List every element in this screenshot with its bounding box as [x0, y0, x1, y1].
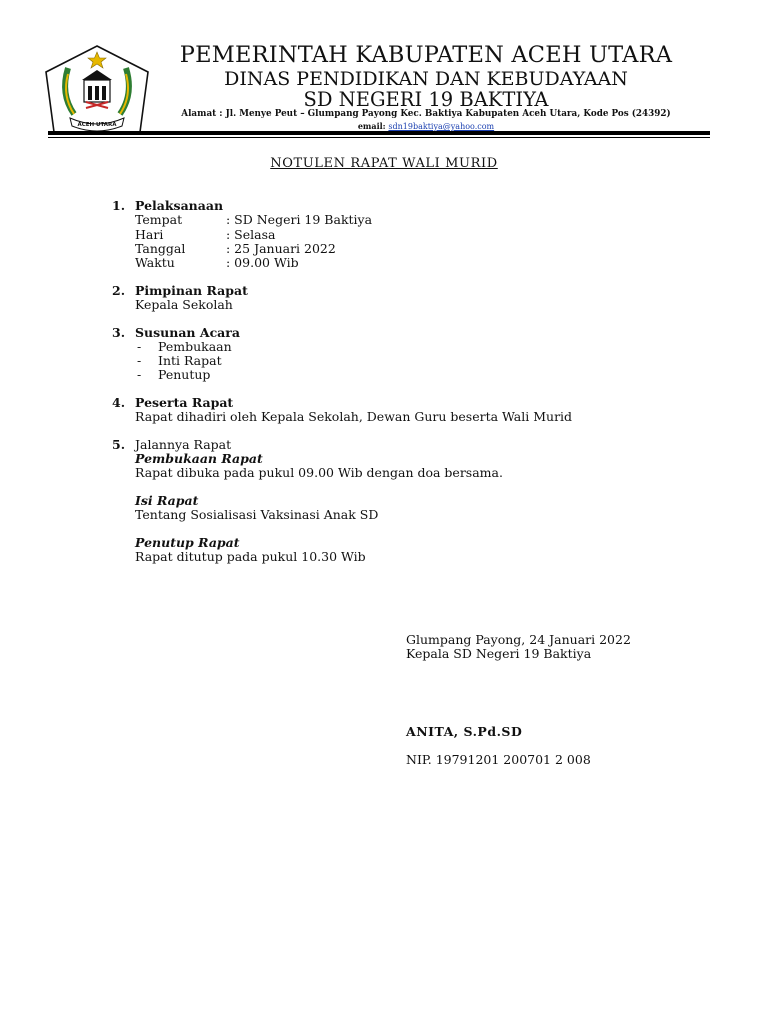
- letterhead-rule-thin: [48, 137, 710, 138]
- subheading: Penutup Rapat: [135, 535, 240, 550]
- row-value: : Selasa: [226, 227, 276, 242]
- section-1-heading: Pelaksanaan: [135, 198, 224, 213]
- letterhead-department: DINAS PENDIDIKAN DAN KEBUDAYAAN: [224, 68, 628, 90]
- subheading: Pembukaan Rapat: [135, 451, 263, 466]
- section-2-text: Kepala Sekolah: [135, 297, 233, 312]
- section-4-heading: Peserta Rapat: [135, 395, 234, 410]
- section-3-heading: Susunan Acara: [135, 325, 240, 340]
- list-bullet: -: [137, 353, 142, 368]
- letterhead-rule-thick: [48, 131, 710, 135]
- section-1-number: 1.: [112, 198, 126, 213]
- emblem-ribbon-text: ACEH UTARA: [77, 122, 117, 128]
- row-label: Hari: [135, 227, 164, 242]
- letterhead-address: Alamat : Jl. Menye Peut – Glumpang Payong Kec. Baktiya Kabupaten Aceh Utara, Kode Pos (24392): [181, 109, 671, 119]
- paragraph: Rapat dibuka pada pukul 09.00 Wib dengan doa bersama.: [135, 465, 503, 480]
- signature-position: Kepala SD Negeri 19 Baktiya: [406, 646, 592, 661]
- email-label: email:: [357, 121, 386, 131]
- list-item: Pembukaan: [158, 339, 232, 354]
- section-4-text: Rapat dihadiri oleh Kepala Sekolah, Dewan Guru beserta Wali Murid: [135, 409, 573, 424]
- section-4-number: 4.: [112, 395, 126, 410]
- section-3-number: 3.: [112, 325, 126, 340]
- paragraph: Rapat ditutup pada pukul 10.30 Wib: [135, 549, 366, 564]
- section-2-heading: Pimpinan Rapat: [135, 283, 248, 298]
- row-value: : 09.00 Wib: [226, 255, 299, 270]
- letterhead-government: PEMERINTAH KABUPATEN ACEH UTARA: [179, 42, 673, 68]
- row-value: : 25 Januari 2022: [226, 241, 336, 256]
- list-item: Inti Rapat: [158, 353, 222, 368]
- list-item: Penutup: [158, 367, 211, 382]
- document-title: NOTULEN RAPAT WALI MURID: [270, 156, 498, 171]
- signature-name: ANITA, S.Pd.SD: [406, 724, 523, 739]
- list-bullet: -: [137, 367, 142, 382]
- list-bullet: -: [137, 339, 142, 354]
- row-label: Waktu: [135, 255, 175, 270]
- aceh-utara-emblem: [44, 44, 150, 136]
- section-5-number: 5.: [112, 437, 126, 452]
- paragraph: Tentang Sosialisasi Vaksinasi Anak SD: [135, 507, 379, 522]
- row-value: : SD Negeri 19 Baktiya: [226, 212, 373, 227]
- letterhead-school: SD NEGERI 19 BAKTIYA: [303, 88, 549, 111]
- signature-place-date: Glumpang Payong, 24 Januari 2022: [406, 632, 631, 647]
- subheading: Isi Rapat: [135, 493, 199, 508]
- letterhead-email: [150, 121, 702, 131]
- email-link[interactable]: sdn19baktiya@yahoo.com: [388, 122, 495, 131]
- row-label: Tempat: [135, 212, 183, 227]
- section-2-number: 2.: [112, 283, 126, 298]
- signature-nip: NIP. 19791201 200701 2 008: [406, 752, 591, 767]
- section-5-heading: Jalannya Rapat: [135, 437, 232, 452]
- row-label: Tanggal: [135, 241, 186, 256]
